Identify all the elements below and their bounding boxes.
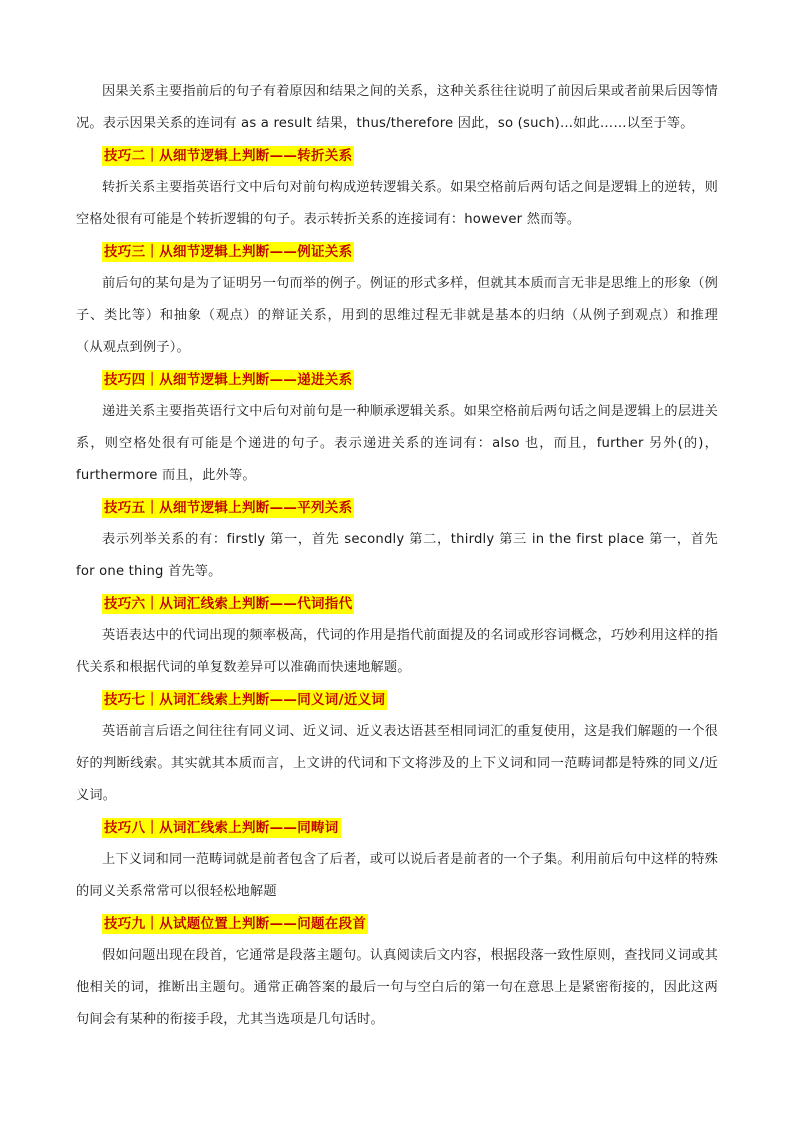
section-heading-row [76, 492, 718, 524]
paragraph-progressive: 递进关系主要指英语行文中后句对前句是一种顺承逻辑关系。如果空格前后两句话之间是逻辑上的层进关系，则空格处很有可能是个递进的句子。表示递进关系的连词有：also 也，而且，further 另外(的)，furthermore 而且，此外等。 [76, 404, 718, 483]
paragraph-category: 上下义词和同一范畴词就是前者包含了后者，或可以说后者是前者的一个子集。利用前后句中这样的特殊的同义关系常常可以很轻松地解题 [76, 852, 718, 899]
section-heading-row [76, 236, 718, 268]
section-heading-progressive: 技巧四｜从细节逻辑上判断——递进关系 [104, 372, 353, 388]
paragraph-causal: 因果关系主要指前后的句子有着原因和结果之间的关系，这种关系往往说明了前因后果或者前果后因等情况。表示因果关系的连词有 as a result 结果，thus/therefore 因此，so (such)...如此……以至于等。 [76, 84, 718, 131]
paragraph-example: 前后句的某句是为了证明另一句而举的例子。例证的形式多样，但就其本质而言无非是思维上的形象（例子、类比等）和抽象（观点）的辩证关系，用到的思维过程无非就是基本的归纳（从例子到观点）和推理（从观点到例子）。 [76, 276, 718, 355]
paragraph-position: 假如问题出现在段首，它通常是段落主题句。认真阅读后文内容，根据段落一致性原则，查找同义词或其他相关的词，推断出主题句。通常正确答案的最后一句与空白后的第一句在意思上是紧密衔接的，因此这两句间会有某种的衔接手段，尤其当选项是几句话时。 [76, 948, 718, 1027]
document-page [76, 76, 718, 1036]
section-heading-position: 技巧九｜从试题位置上判断——问题在段首 [104, 916, 367, 932]
section-heading-parallel: 技巧五｜从细节逻辑上判断——平列关系 [104, 500, 353, 516]
paragraph-synonym: 英语前言后语之间往往有同义词、近义词、近义表达语甚至相同词汇的重复使用，这是我们解题的一个很好的判断线索。其实就其本质而言，上文讲的代词和下文将涉及的上下义词和同一范畴词都是特殊的同义/近义词。 [76, 724, 718, 803]
paragraph-contrast: 转折关系主要指英语行文中后句对前句构成逆转逻辑关系。如果空格前后两句话之间是逻辑上的逆转，则空格处很有可能是个转折逻辑的句子。表示转折关系的连接词有：however 然而等。 [76, 180, 718, 227]
paragraph-pronoun: 英语表达中的代词出现的频率极高，代词的作用是指代前面提及的名词或形容词概念，巧妙利用这样的指代关系和根据代词的单复数差异可以准确而快速地解题。 [76, 628, 718, 675]
section-heading-synonym: 技巧七｜从词汇线索上判断——同义词/近义词 [104, 692, 386, 708]
section-heading-category: 技巧八｜从词汇线索上判断——同畴词 [104, 820, 339, 836]
section-heading-row [76, 588, 718, 620]
section-heading-contrast: 技巧二｜从细节逻辑上判断——转折关系 [104, 148, 353, 164]
section-heading-example: 技巧三｜从细节逻辑上判断——例证关系 [104, 244, 353, 260]
section-heading-row [76, 140, 718, 172]
section-heading-row [76, 908, 718, 940]
section-heading-row [76, 364, 718, 396]
paragraph-parallel: 表示列举关系的有：firstly 第一，首先 secondly 第二，thirdly 第三 in the first place 第一，首先 for one thing 首先等。 [76, 532, 718, 579]
section-heading-pronoun: 技巧六｜从词汇线索上判断——代词指代 [104, 596, 353, 612]
section-heading-row [76, 812, 718, 844]
section-heading-row [76, 684, 718, 716]
